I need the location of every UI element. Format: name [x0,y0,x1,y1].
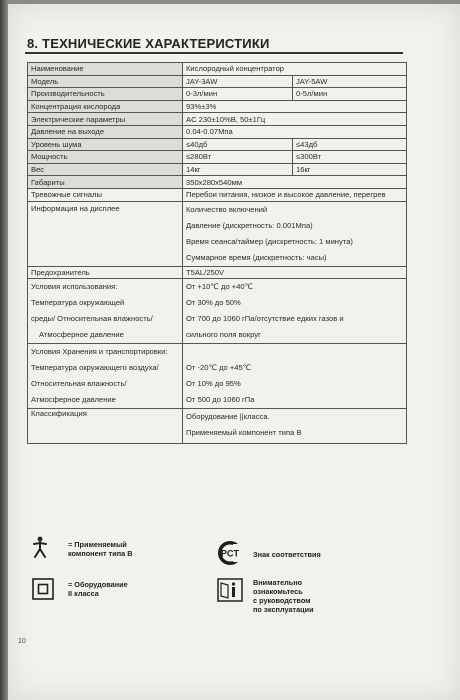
power-label: Мощность [28,151,183,164]
type-b-person-icon [30,536,50,558]
storage-line: Температура окружающего воздуха/ [31,363,159,373]
table-row [28,409,407,444]
header-name-cell: Наименование [28,63,183,76]
usage-line: Температура окружающей [31,298,125,308]
table-row [28,279,407,344]
electric-value: AC 230±10%В, 50±1Гц [183,113,407,126]
table-row [28,163,407,176]
legend-line: ознакомьтесь [253,587,303,596]
table-row [28,188,407,201]
usage-line: Условия использования: [31,282,118,292]
weight-a: 14кг [183,163,293,176]
class-ii-double-square-icon [32,578,54,600]
weight-b: 16кг [293,163,407,176]
pressure-value: 0.04-0.07Мпа [183,125,407,138]
legend-line: = Применяемый [68,540,127,549]
noise-a: ≤40дб [183,138,293,151]
title-underline [25,52,403,54]
display-line: Давление (дискретность: 0.001Мпа) [186,220,313,230]
concentration-value: 93%±3% [183,100,407,113]
legend-line: по эксплуатации [253,605,314,614]
table-row [28,266,407,279]
storage-label [28,344,183,409]
display-value [183,201,407,266]
classification-line: Оборудование ||класса. [186,412,270,422]
usage-value-line: От +10℃ до +40℃ [186,282,254,292]
type-b-legend [68,540,132,558]
storage-value [183,344,407,409]
concentration-label: Концентрация кислорода [28,100,183,113]
legend-line: с руководством [253,596,311,605]
display-line: Количество включений [186,204,268,214]
classification-label: Классификация [28,409,183,444]
model-b: JAY-5AW [293,75,407,88]
size-value: 350х280х540мм [183,176,407,189]
storage-value-line [186,344,403,360]
section-title: 8. ТЕХНИЧЕСКИЕ ХАРАКТЕРИСТИКИ [27,36,270,51]
legend-line: компонент типа В [68,549,133,558]
usage-value [183,279,407,344]
table-row [28,201,407,266]
storage-value-line: От 10% до 95% [186,379,241,389]
storage-value-line: От 500 до 1060 гПа [186,395,255,405]
alarms-label: Тревожные сигналы [28,188,183,201]
conformity-legend: Знак соответствия [253,550,321,559]
table-row [28,113,407,126]
fuse-label: Предохранитель [28,266,183,279]
class-ii-legend [68,580,128,598]
usage-value-line: сильного поля вокруг [186,330,261,340]
power-b: ≤300Вт [293,151,407,164]
table-row [28,138,407,151]
size-label: Габариты [28,176,183,189]
classification-line: Применяемый компонент типа В [186,428,302,438]
capacity-b: 0-5л/мин [293,88,407,101]
binding-shadow [0,0,8,700]
noise-b: ≤43дб [293,138,407,151]
usage-value-line: От 30% до 50% [186,298,241,308]
table-row [28,75,407,88]
spec-table [27,62,407,444]
table-row [28,63,407,76]
page-number: 10 [18,638,26,645]
table-row [28,344,407,409]
legend-line: = Оборудование [68,580,128,589]
usage-label [28,279,183,344]
manual-legend [253,578,314,614]
table-row [28,176,407,189]
legend-line: II класса [68,589,99,598]
storage-line: Относительная влажность/ [31,379,127,389]
alarms-value: Перебои питания, низкое и высокое давление, перегрев [183,188,407,201]
display-line: Суммарное время (дискретность: часы) [186,252,327,262]
storage-line: Условия Хранения и транспортировки: [31,347,168,357]
storage-line: Атмосферное давление [31,395,116,405]
fuse-value: T5AL/250V [183,266,407,279]
pct-logo-text: PCT [221,548,239,559]
table-row [28,100,407,113]
header-value-cell: Кислородный концентратор [183,63,407,76]
model-a: JAY-3AW [183,75,293,88]
storage-value-line: От -20℃ до +45℃ [186,363,252,373]
table-row [28,151,407,164]
usage-line: среды/ Относительная влажность/ [31,314,153,324]
electric-label: Электрические параметры [28,113,183,126]
usage-value-line: От 700 до 1060 гПа/отсутствие едких газов и [186,314,344,324]
table-row [28,88,407,101]
capacity-a: 0-3л/мин [183,88,293,101]
display-line: Время сеанса/таймер (дискретность: 1 минута) [186,236,353,246]
usage-line: Атмосферное давление [39,330,124,340]
read-manual-icon [217,578,243,602]
table-row [28,125,407,138]
legend-line: Внимательно [253,578,303,587]
pct-conformity-icon [217,540,243,566]
noise-label: Уровень шума [28,138,183,151]
display-label: Информация на дисплее [28,201,183,266]
capacity-label: Производительность [28,88,183,101]
power-a: ≤280Вт [183,151,293,164]
model-label: Модель [28,75,183,88]
pressure-label: Давление на выходе [28,125,183,138]
classification-value [183,409,407,444]
weight-label: Вес [28,163,183,176]
